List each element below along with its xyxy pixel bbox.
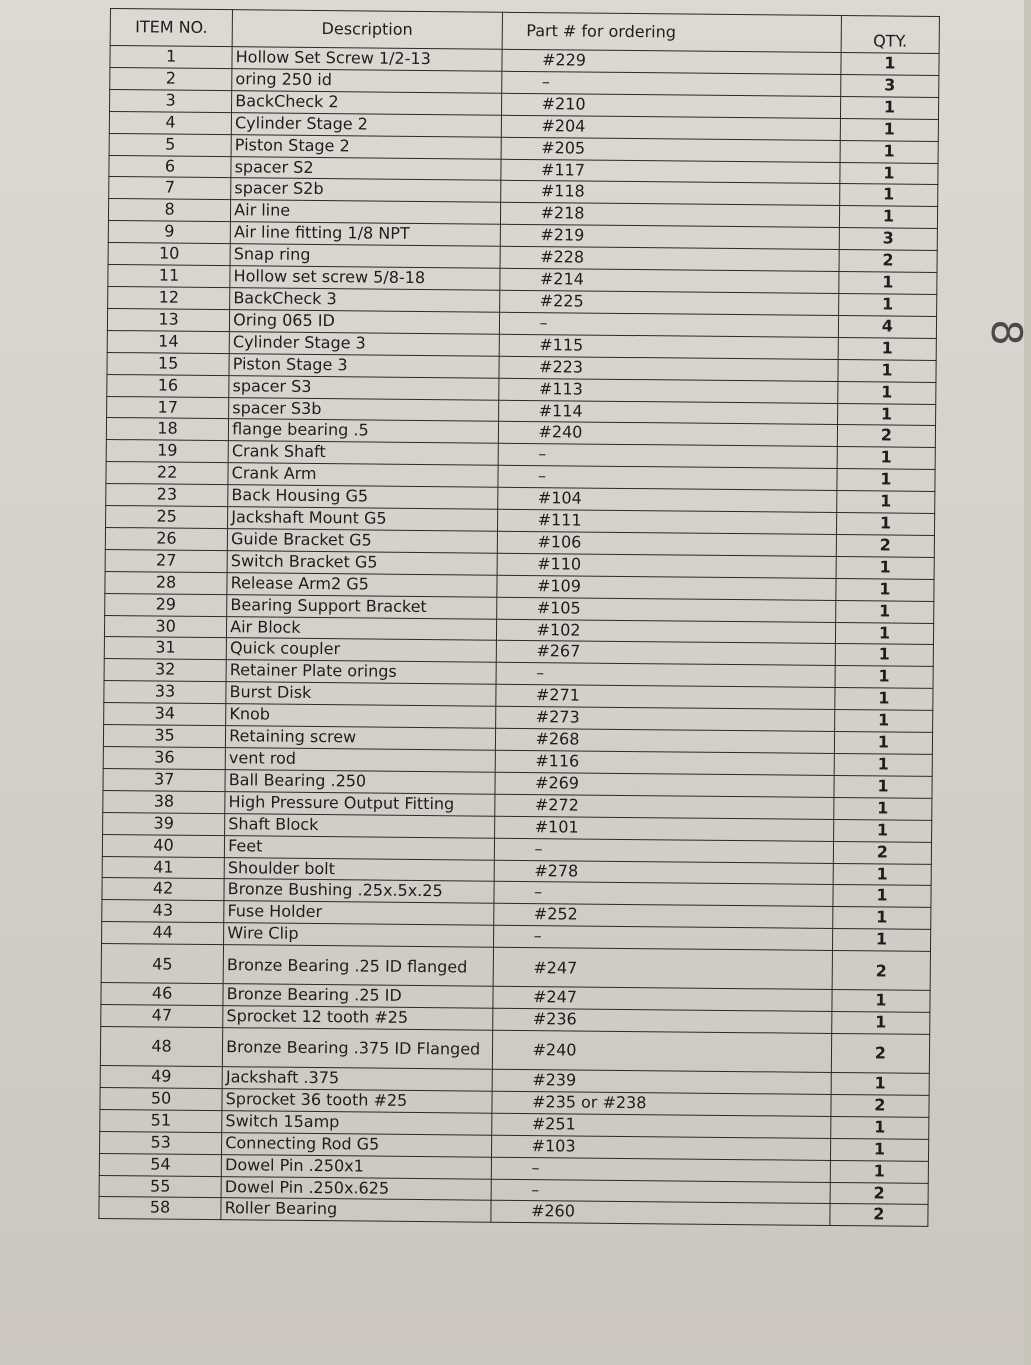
description-cell: oring 250 id (232, 69, 502, 93)
quantity-cell: 1 (840, 140, 938, 163)
part-number-cell: – (494, 838, 834, 863)
header-part-number: Part # for ordering (502, 12, 842, 52)
part-number-cell: – (491, 1179, 831, 1204)
item-number-cell: 30 (104, 615, 226, 638)
page-side-mark: 8 (982, 319, 1031, 346)
description-cell: Switch Bracket G5 (227, 550, 497, 574)
quantity-cell: 1 (833, 907, 931, 930)
description-cell: Bronze Bearing .25 ID (223, 984, 493, 1008)
quantity-cell: 1 (841, 53, 939, 76)
quantity-cell: 1 (838, 337, 936, 360)
part-number-cell: – (497, 465, 837, 490)
item-number-cell: 10 (108, 243, 230, 266)
part-number-cell: #225 (499, 290, 839, 315)
item-number-cell: 11 (108, 265, 230, 288)
part-number-cell: #101 (494, 816, 834, 841)
quantity-cell: 1 (840, 118, 938, 141)
description-cell: Jackshaft .375 (222, 1067, 492, 1091)
item-number-cell: 8 (108, 199, 230, 222)
description-cell: Piston Stage 3 (229, 353, 499, 377)
part-number-cell: #278 (494, 860, 834, 885)
quantity-cell: 1 (831, 1072, 929, 1095)
quantity-cell: 1 (837, 447, 935, 470)
description-cell: BackCheck 2 (232, 90, 502, 114)
part-number-cell: #272 (494, 794, 834, 819)
item-number-cell: 25 (106, 506, 228, 529)
item-number-cell: 48 (100, 1026, 223, 1066)
quantity-cell: 2 (837, 425, 935, 448)
quantity-cell: 1 (839, 206, 937, 229)
quantity-cell: 2 (839, 250, 937, 273)
quantity-cell: 1 (834, 753, 932, 776)
item-number-cell: 45 (101, 944, 224, 984)
item-number-cell: 41 (102, 856, 224, 879)
part-number-cell: #118 (500, 181, 840, 206)
quantity-cell: 2 (830, 1182, 928, 1205)
quantity-cell: 1 (837, 491, 935, 514)
item-number-cell: 4 (109, 111, 231, 134)
description-cell: spacer S3 (229, 375, 499, 399)
item-number-cell: 36 (103, 746, 225, 769)
quantity-cell: 1 (834, 710, 932, 733)
description-cell: Release Arm2 G5 (227, 572, 497, 596)
description-cell: spacer S3b (229, 397, 499, 421)
part-number-cell: #114 (498, 400, 838, 425)
item-number-cell: 27 (105, 549, 227, 572)
quantity-cell: 1 (836, 513, 934, 536)
part-number-cell: #106 (497, 531, 837, 556)
description-cell: Cylinder Stage 2 (231, 112, 501, 136)
part-number-cell: #214 (499, 268, 839, 293)
description-cell: Piston Stage 2 (231, 134, 501, 158)
item-number-cell: 7 (109, 177, 231, 200)
part-number-cell: #252 (493, 904, 833, 929)
part-number-cell: #223 (498, 356, 838, 381)
part-number-cell: #247 (492, 986, 832, 1011)
quantity-cell: 2 (836, 534, 934, 557)
part-number-cell: #260 (490, 1201, 830, 1226)
part-number-cell: #103 (491, 1135, 831, 1160)
description-cell: Bronze Bushing .25x.5x.25 (224, 879, 494, 903)
quantity-cell: 1 (838, 293, 936, 316)
item-number-cell: 58 (99, 1197, 221, 1220)
part-number-cell: #240 (492, 1030, 832, 1072)
part-number-cell: – (491, 1157, 831, 1182)
part-number-cell: #205 (501, 137, 841, 162)
description-cell: Crank Shaft (228, 441, 498, 465)
item-number-cell: 6 (109, 155, 231, 178)
part-number-cell: #110 (497, 553, 837, 578)
quantity-cell: 1 (833, 863, 931, 886)
quantity-cell: 1 (834, 732, 932, 755)
item-number-cell: 49 (100, 1065, 222, 1088)
quantity-cell: 1 (840, 162, 938, 185)
description-cell: flange bearing .5 (229, 419, 499, 443)
part-number-cell: #268 (495, 728, 835, 753)
item-number-cell: 33 (104, 681, 226, 704)
part-number-cell: #113 (498, 378, 838, 403)
item-number-cell: 26 (105, 527, 227, 550)
description-cell: Air line (231, 200, 501, 224)
description-cell: Dowel Pin .250x1 (221, 1154, 491, 1178)
description-cell: Switch 15amp (222, 1110, 492, 1134)
item-number-cell: 13 (107, 308, 229, 331)
quantity-cell: 3 (841, 74, 939, 97)
description-cell: Wire Clip (224, 923, 494, 947)
item-number-cell: 38 (103, 790, 225, 813)
description-cell: Retaining screw (226, 726, 496, 750)
item-number-cell: 28 (105, 571, 227, 594)
part-number-cell: #251 (491, 1113, 831, 1138)
item-number-cell: 47 (101, 1005, 223, 1028)
part-number-cell: #240 (498, 422, 838, 447)
item-number-cell: 9 (108, 221, 230, 244)
description-cell: Fuse Holder (224, 901, 494, 925)
item-number-cell: 37 (103, 768, 225, 791)
description-cell: Bronze Bearing .25 ID flanged (223, 945, 493, 987)
description-cell: Oring 065 ID (230, 310, 500, 334)
description-cell: vent rod (225, 748, 495, 772)
description-cell: spacer S2b (231, 178, 501, 202)
item-number-cell: 44 (102, 922, 224, 945)
quantity-cell: 1 (831, 1116, 929, 1139)
item-number-cell: 19 (106, 440, 228, 463)
description-cell: Back Housing G5 (228, 485, 498, 509)
description-cell: Connecting Rod G5 (222, 1132, 492, 1156)
quantity-cell: 1 (830, 1138, 928, 1161)
quantity-cell: 1 (833, 819, 931, 842)
part-number-cell: #204 (501, 115, 841, 140)
item-number-cell: 35 (103, 725, 225, 748)
description-cell: Air Block (227, 616, 497, 640)
quantity-cell: 1 (835, 644, 933, 667)
item-number-cell: 15 (107, 352, 229, 375)
part-number-cell: #104 (497, 487, 837, 512)
header-description: Description (232, 10, 502, 50)
parts-list-table (98, 8, 940, 1227)
quantity-cell: 1 (835, 688, 933, 711)
quantity-cell: 1 (838, 359, 936, 382)
quantity-cell: 1 (834, 797, 932, 820)
quantity-cell: 3 (839, 228, 937, 251)
quantity-cell: 1 (833, 885, 931, 908)
item-number-cell: 40 (102, 834, 224, 857)
part-number-cell: #236 (492, 1008, 832, 1033)
part-number-cell: #117 (500, 159, 840, 184)
item-number-cell: 14 (107, 330, 229, 353)
part-number-cell: #111 (497, 509, 837, 534)
part-number-cell: #247 (493, 947, 833, 989)
quantity-cell: 1 (837, 469, 935, 492)
description-cell: Crank Arm (228, 463, 498, 487)
part-number-cell: #267 (496, 641, 836, 666)
part-number-cell: – (496, 663, 836, 688)
description-cell: spacer S2 (231, 156, 501, 180)
description-cell: Bronze Bearing .375 ID Flanged (222, 1028, 492, 1070)
quantity-cell: 1 (839, 184, 937, 207)
part-number-cell: #273 (495, 706, 835, 731)
part-number-cell: #115 (499, 334, 839, 359)
quantity-cell: 1 (835, 600, 933, 623)
quantity-cell: 1 (840, 96, 938, 119)
part-number-cell: – (493, 882, 833, 907)
item-number-cell: 42 (102, 878, 224, 901)
description-cell: Snap ring (230, 244, 500, 268)
description-cell: Jackshaft Mount G5 (228, 507, 498, 531)
description-cell: BackCheck 3 (230, 288, 500, 312)
item-number-cell: 2 (110, 67, 232, 90)
quantity-cell: 1 (836, 578, 934, 601)
description-cell: High Pressure Output Fitting (225, 791, 495, 815)
item-number-cell: 17 (107, 396, 229, 419)
part-number-cell: #229 (501, 49, 841, 74)
quantity-cell: 2 (832, 951, 931, 991)
part-number-cell: #235 or #238 (491, 1091, 831, 1116)
part-number-cell: – (493, 925, 833, 950)
quantity-cell: 1 (832, 990, 930, 1013)
description-cell: Bearing Support Bracket (227, 594, 497, 618)
quantity-cell: 1 (830, 1160, 928, 1183)
part-number-cell: – (501, 71, 841, 96)
item-number-cell: 50 (100, 1087, 222, 1110)
description-cell: Knob (226, 704, 496, 728)
description-cell: Shoulder bolt (224, 857, 494, 881)
part-number-cell: – (498, 444, 838, 469)
quantity-cell: 1 (838, 381, 936, 404)
item-number-cell: 54 (99, 1153, 221, 1176)
part-number-cell: #210 (501, 93, 841, 118)
description-cell: Sprocket 12 tooth #25 (223, 1006, 493, 1030)
item-number-cell: 16 (107, 374, 229, 397)
quantity-cell: 1 (837, 403, 935, 426)
quantity-cell: 1 (832, 1012, 930, 1035)
part-number-cell: #116 (495, 750, 835, 775)
description-cell: Quick coupler (226, 638, 496, 662)
description-cell: Sprocket 36 tooth #25 (222, 1089, 492, 1113)
description-cell: Shaft Block (225, 813, 495, 837)
item-number-cell: 31 (104, 637, 226, 660)
quantity-cell: 1 (835, 666, 933, 689)
item-number-cell: 55 (99, 1175, 221, 1198)
part-number-cell: #271 (495, 685, 835, 710)
item-number-cell: 43 (102, 900, 224, 923)
description-cell: Burst Disk (226, 682, 496, 706)
item-number-cell: 46 (101, 983, 223, 1006)
quantity-cell: 1 (836, 556, 934, 579)
quantity-cell: 1 (839, 272, 937, 295)
description-cell: Feet (225, 835, 495, 859)
description-cell: Dowel Pin .250x.625 (221, 1176, 491, 1200)
header-item-no: ITEM NO. (110, 9, 233, 47)
quantity-cell: 2 (831, 1033, 930, 1073)
header-quantity: QTY. (841, 16, 940, 54)
part-number-cell: #269 (494, 772, 834, 797)
part-number-cell: #239 (492, 1069, 832, 1094)
item-number-cell: 53 (100, 1131, 222, 1154)
quantity-cell: 2 (833, 841, 931, 864)
description-cell: Hollow set screw 5/8-18 (230, 266, 500, 290)
quantity-cell: 2 (831, 1094, 929, 1117)
part-number-cell: #218 (500, 203, 840, 228)
quantity-cell: 1 (832, 929, 930, 952)
description-cell: Roller Bearing (221, 1198, 491, 1222)
part-number-cell: – (499, 312, 839, 337)
item-number-cell: 1 (110, 46, 232, 69)
item-number-cell: 29 (105, 593, 227, 616)
part-number-cell: #109 (496, 575, 836, 600)
part-number-cell: #219 (500, 225, 840, 250)
description-cell: Retainer Plate orings (226, 660, 496, 684)
table-body (99, 46, 939, 1227)
description-cell: Guide Bracket G5 (227, 529, 497, 553)
description-cell: Hollow Set Screw 1/2-13 (232, 47, 502, 71)
item-number-cell: 12 (108, 286, 230, 309)
item-number-cell: 18 (106, 418, 228, 441)
quantity-cell: 4 (838, 315, 936, 338)
item-number-cell: 34 (104, 703, 226, 726)
description-cell: Cylinder Stage 3 (229, 331, 499, 355)
item-number-cell: 3 (110, 89, 232, 112)
quantity-cell: 2 (830, 1204, 928, 1227)
item-number-cell: 23 (106, 484, 228, 507)
item-number-cell: 32 (104, 659, 226, 682)
item-number-cell: 39 (103, 812, 225, 835)
item-number-cell: 51 (100, 1109, 222, 1132)
quantity-cell: 1 (835, 622, 933, 645)
description-cell: Air line fitting 1/8 NPT (230, 222, 500, 246)
part-number-cell: #228 (500, 246, 840, 271)
part-number-cell: #105 (496, 597, 836, 622)
item-number-cell: 5 (109, 133, 231, 156)
description-cell: Ball Bearing .250 (225, 770, 495, 794)
item-number-cell: 22 (106, 462, 228, 485)
quantity-cell: 1 (834, 775, 932, 798)
part-number-cell: #102 (496, 619, 836, 644)
